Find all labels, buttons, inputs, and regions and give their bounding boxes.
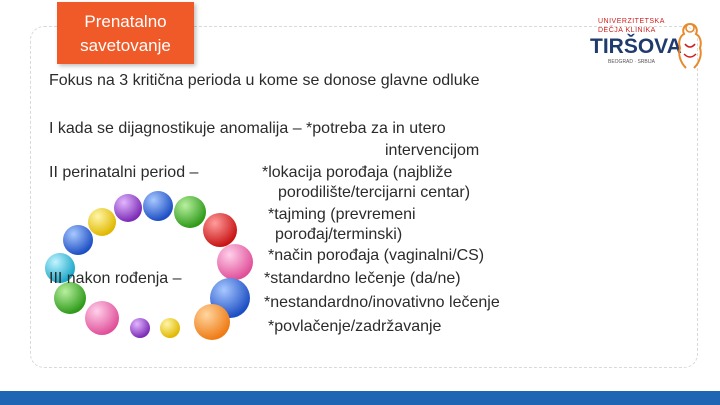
logo-subtitle: BEOGRAD · SRBIJA [608,59,655,65]
colored-balls-illustration [30,190,270,340]
slide-title-box [57,2,194,64]
figure-logo-icon [670,18,710,74]
focus-statement: Fokus na 3 kritična perioda u kome se donose glavne odluke [49,72,480,89]
period-2-item-2: *tajming (prevremeni [268,206,416,223]
period-2-item-2-continued: porođaj/terminski) [275,226,403,243]
title-line-1: Prenatalno [84,12,167,31]
period-1-continued: intervencijom [385,142,480,159]
clinic-logo [590,18,720,76]
period-1-label: I kada se dijagnostikuje anomalija – *potreba za in utero [49,120,446,137]
period-2-item-1: *lokacija porođaja (najbliže [262,164,453,181]
logo-line-2: DEČJA KLINIKA [598,27,656,34]
title-line-2: savetovanje [80,36,171,55]
bottom-accent-bar [0,391,720,405]
logo-line-1: UNIVERZITETSKA [598,18,665,25]
period-2-label: II perinatalni period – [49,164,199,181]
period-2-item-3: *način porođaja (vaginalni/CS) [268,247,485,264]
period-3-item-3: *povlačenje/zadržavanje [268,318,442,335]
period-2-item-1-continued: porodilište/tercijarni centar) [278,184,471,201]
period-3-item-2: *nestandardno/inovativno lečenje [264,294,500,311]
logo-name: TIRŠOVA [590,35,682,58]
period-3-label: III nakon rođenja – [49,270,182,287]
period-3-item-1: *standardno lečenje (da/ne) [264,270,461,287]
